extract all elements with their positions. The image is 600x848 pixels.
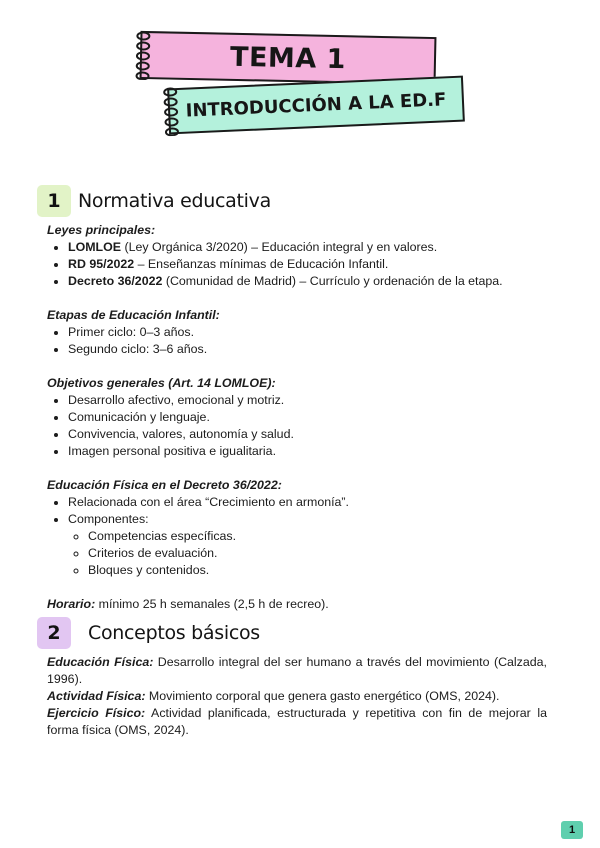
- etapas-list: [47, 324, 547, 358]
- objetivos-title: Objetivos generales (Art. 14 LOMLOE):: [47, 376, 276, 390]
- componentes-sublist: [68, 528, 547, 579]
- list-item: • Primer ciclo: 0–3 años.: [68, 324, 547, 341]
- list-item: • LOMLOE (Ley Orgánica 3/2020) – Educación integral y en valores.: [68, 239, 547, 256]
- spiral-binding-icon: [161, 84, 181, 137]
- objetivos-list: [47, 392, 547, 460]
- list-item: • RD 95/2022 – Enseñanzas mínimas de Educación Infantil.: [68, 256, 547, 273]
- section-1-heading: [37, 185, 271, 217]
- page-title: TEMA 1: [229, 41, 347, 75]
- page-subtitle: INTRODUCCIÓN A LA ED.F: [185, 88, 447, 122]
- definition-paragraph: Educación Física: Desarrollo integral del ser humano a través del movimiento (Calzada, 1996).: [47, 655, 547, 686]
- list-item: • Relacionada con el área “Crecimiento en armonía”.: [68, 494, 547, 511]
- ef-decreto-title: Educación Física en el Decreto 36/2022:: [47, 478, 282, 492]
- etapas-title: Etapas de Educación Infantil:: [47, 308, 220, 322]
- section-number-badge: 2: [37, 617, 71, 649]
- spiral-binding-icon: [133, 28, 152, 80]
- definition-paragraph: Actividad Física: Movimiento corporal que genera gasto energético (OMS, 2024).: [47, 689, 500, 703]
- definition-paragraph: Ejercicio Físico: Actividad planificada, estructurada y repetitiva con fin de mejorar la forma física (OMS, 2024).: [47, 706, 548, 737]
- list-item: • Comunicación y lenguaje.: [68, 409, 547, 426]
- section-1-content: [47, 222, 547, 613]
- section-number-badge: 1: [37, 185, 71, 217]
- page-number-badge: 1: [561, 821, 583, 839]
- list-item: • Componentes: ◦ Competencias específicas. ◦ Criterios de evaluación. ◦ Bloques y contenidos.: [68, 511, 547, 579]
- title-banner: [140, 31, 437, 85]
- list-item: • Segundo ciclo: 3–6 años.: [68, 341, 547, 358]
- list-item: • Convivencia, valores, autonomía y salud.: [68, 426, 547, 443]
- sub-list-item: ◦ Competencias específicas.: [88, 528, 547, 545]
- leyes-title: Leyes principales:: [47, 223, 156, 237]
- section-2-content: [47, 654, 547, 739]
- leyes-list: [47, 239, 547, 290]
- section-title: Conceptos básicos: [88, 622, 260, 644]
- section-2-heading: [37, 617, 260, 649]
- sub-list-item: ◦ Criterios de evaluación.: [88, 545, 547, 562]
- subtitle-banner: [167, 76, 465, 135]
- list-item: • Decreto 36/2022 (Comunidad de Madrid) – Currículo y ordenación de la etapa.: [68, 273, 547, 290]
- section-title: Normativa educativa: [78, 190, 271, 212]
- list-item: • Desarrollo afectivo, emocional y motriz.: [68, 392, 547, 409]
- ef-decreto-list: [47, 494, 547, 579]
- list-item: • Imagen personal positiva e igualitaria.: [68, 443, 547, 460]
- sub-list-item: ◦ Bloques y contenidos.: [88, 562, 547, 579]
- horario-line: Horario: mínimo 25 h semanales (2,5 h de recreo).: [47, 597, 329, 611]
